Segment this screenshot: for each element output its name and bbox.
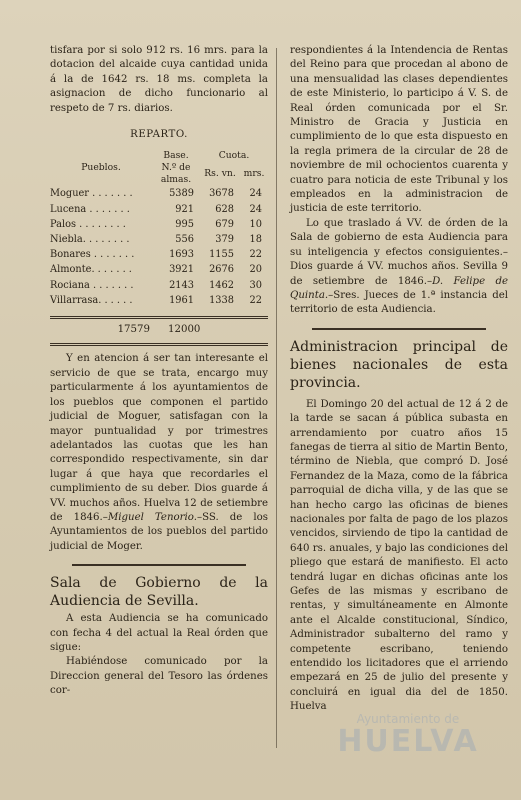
cell-almas: 1693 <box>169 249 194 261</box>
cell-pueblo: Niebla. . . . . . . . <box>50 234 130 246</box>
watermark-top-text: Ayuntamiento de <box>356 712 460 726</box>
left-paragraph-2-signature: Miguel Tenorio. <box>107 511 197 523</box>
table-row <box>50 293 268 308</box>
cell-pueblo: Lucena . . . . . . . <box>50 203 130 215</box>
table-row <box>50 262 268 277</box>
total-rs: 12000 <box>168 324 201 336</box>
cell-pueblo: Villarrasa. . . . . . <box>50 294 133 306</box>
reparto-table-body <box>50 186 268 308</box>
total-almas: 17579 <box>117 324 150 336</box>
left-paragraph-2 <box>50 352 268 554</box>
cell-mrs: 10 <box>249 218 262 230</box>
table-double-rule <box>50 316 268 319</box>
cell-almas: 995 <box>175 218 194 230</box>
left-paragraph-2-body: Y en atencion á ser tan interesante el servicio de que se trata, encargo muy particularmente á los ayuntamientos de los pueblos que componen el partido judicial de Moguer, satisfagan con la mayor puntualidad y por trimestres adelantados las cuotas que les han correspondido respectivamente, sin dar lugar á que haya que recordarles el cumplimiento de su deber. Dios guarde á VV. muchos años. Huelva 12 de setiembre de 1846.– <box>50 353 268 523</box>
table-row <box>50 247 268 262</box>
table-header-row-1 <box>50 150 268 162</box>
totals-double-rule <box>50 343 268 346</box>
cell-pueblo: Rociana . . . . . . . <box>50 279 134 291</box>
table-row <box>50 232 268 247</box>
reparto-title: REPARTO. <box>130 129 188 141</box>
table-row <box>50 202 268 217</box>
cell-rs: 1462 <box>209 279 234 291</box>
cell-pueblo: Bonares . . . . . . . <box>50 249 135 261</box>
watermark-main-text: HUELVA <box>337 724 479 759</box>
left-paragraph-4: Habiéndose comunicado por la Direccion general del Tesoro las órdenes cor- <box>50 656 268 697</box>
cell-rs: 628 <box>215 203 234 215</box>
left-paragraph-1: tisfara por si solo 912 rs. 16 mrs. para la dotacion del alcaide cuya cantidad unida á la de 1642 rs. 18 ms. completa la asignacion de dicho funcionario al respeto de 7 rs. diarios. <box>50 45 268 114</box>
col-pueblos-header: Pueblos. <box>81 162 121 174</box>
cell-rs: 379 <box>215 234 234 246</box>
col-mrs-header: mrs. <box>243 168 265 180</box>
cell-rs: 3678 <box>209 188 234 200</box>
table-row <box>50 217 268 232</box>
cell-mrs: 22 <box>249 294 262 306</box>
col-base-header: Base. <box>163 150 189 162</box>
archive-watermark <box>318 712 498 758</box>
cell-almas: 921 <box>175 203 194 215</box>
left-paragraph-3: A esta Audiencia se ha comunicado con fecha 4 del actual la Real órden que sigue: <box>50 613 268 653</box>
cell-pueblo: Almonte. . . . . . . <box>50 264 132 276</box>
col-almas-header: N.º de almas. <box>160 162 192 186</box>
column-divider <box>276 48 277 748</box>
left-section-title: Sala de Gobierno de la Audiencia de Sevilla. <box>50 575 268 610</box>
cell-mrs: 30 <box>249 279 262 291</box>
col-cuota-header: Cuota. <box>218 150 250 162</box>
cell-almas: 1961 <box>169 294 194 306</box>
cell-pueblo: Palos . . . . . . . . <box>50 218 126 230</box>
cell-almas: 5389 <box>169 188 194 200</box>
left-paragraph-2-tail: –SS. de los Ayuntamientos de los pueblos del partido judicial de Moger. <box>50 511 268 552</box>
col-rs-header: Rs. vn. <box>204 168 236 180</box>
right-paragraph-2-body: Lo que traslado á VV. de órden de la Sala de gobierno de esta Audiencia para su inteligencia y efectos consiguientes.–Dios guarde á VV. muchos años. Sevilla 9 de setiembre de 1846.– <box>290 217 508 287</box>
table-totals <box>50 323 268 337</box>
right-paragraph-3: El Domingo 20 del actual de 12 á 2 de la tarde se sacan á pública subasta en arrendamiento por cuatro años 15 fanegas de tierra al sitio de Martin Bento, término de Niebla, que compró D. José Fernandez de la Maza, como de la fábrica parroquial de dicha villa, y de las que se han hecho cargo las oficinas de bienes nacionales por falta de pago de los plazos vencidos, sirviendo de tipo la cantidad de 640 rs. anuales, y bajo las condiciones del pliego que estará de manifiesto. El acto tendrá lugar en dichas oficinas ante los Gefes de las mismas y escribano de rentas, y simultáneamente en Almonte ante el Alcalde constitucional, Síndico, Administrador subalterno del ramo y competente escribano, teniendo entendido los licitadores que el arriendo empezará en 25 de julio del presente y concluirá en igual dia del de 1850. Huelva <box>290 398 508 713</box>
cell-almas: 3921 <box>169 264 194 276</box>
cell-mrs: 18 <box>249 234 262 246</box>
cell-rs: 1338 <box>209 294 234 306</box>
right-section-rule <box>312 328 486 330</box>
right-paragraph-2-signature: D. Felipe de Quinta. <box>290 275 508 301</box>
cell-mrs: 22 <box>249 249 262 261</box>
cell-mrs: 24 <box>249 188 262 200</box>
right-paragraph-2 <box>290 217 508 318</box>
cell-rs: 679 <box>215 218 234 230</box>
cell-almas: 556 <box>175 234 194 246</box>
right-paragraph-1: respondientes á la Intendencia de Rentas del Reino para que procedan al abono de una mensualidad las clases dependientes de este Ministerio, lo participo á V. S. de Real órden comunicada por el Sr. Ministro de Gracia y Justicia en cumplimiento de lo que esta dispuesto en la regla primera de la circular de 28 de noviembre de mil ochocientos cuarenta y cuatro para noticia de este Tribunal y los empleados en la administracion de justicia de este territorio. <box>290 45 508 215</box>
cell-mrs: 24 <box>249 203 262 215</box>
cell-rs: 1155 <box>209 249 234 261</box>
left-section-rule <box>72 564 246 566</box>
cell-mrs: 20 <box>249 264 262 276</box>
left-column <box>50 44 268 699</box>
cell-almas: 2143 <box>169 279 194 291</box>
table-row <box>50 278 268 293</box>
right-paragraph-2-tail: –Sres. Jueces de 1.ª instancia del territorio de esta Audiencia. <box>290 289 508 316</box>
right-column <box>290 44 508 715</box>
right-section-title: Administracion principal de bienes nacionales de esta provincia. <box>290 338 508 391</box>
table-row <box>50 186 268 201</box>
cell-rs: 2676 <box>209 264 234 276</box>
reparto-table <box>50 150 268 308</box>
cell-pueblo: Moguer . . . . . . . <box>50 188 133 200</box>
